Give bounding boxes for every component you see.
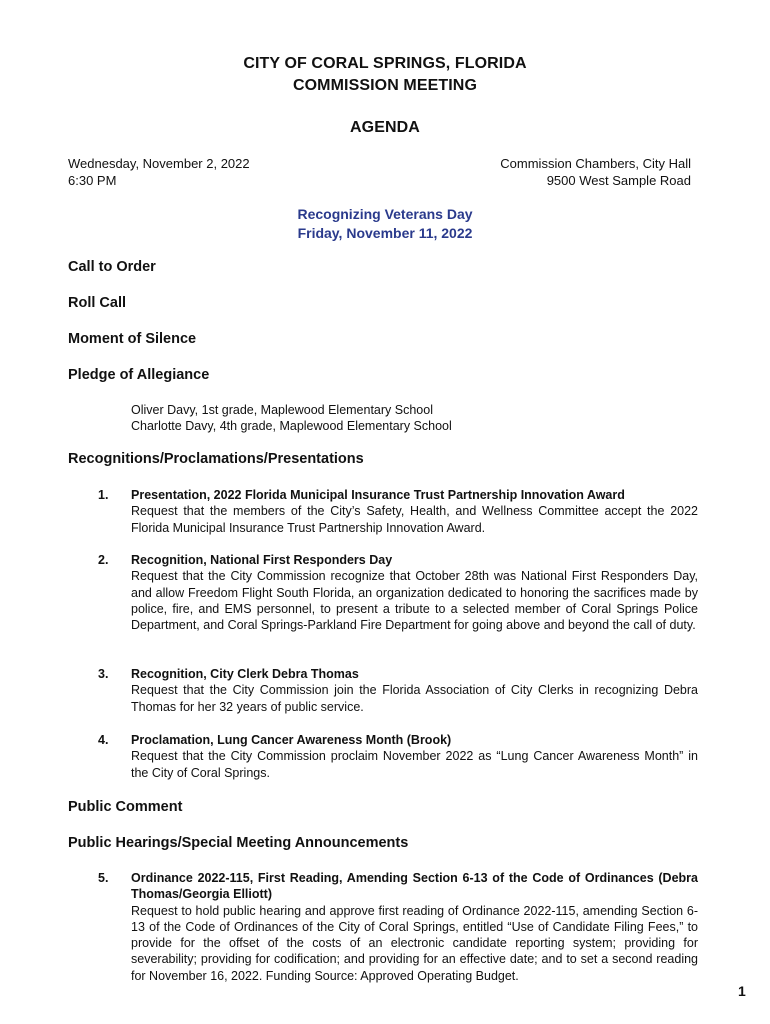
item-title: Proclamation, Lung Cancer Awareness Month (Brook) (131, 733, 452, 747)
item-description: Request that the members of the City’s Safety, Health, and Wellness Committee accept the 2022 Florida Municipal Insurance Trust Partnership Innovation Award. (131, 504, 698, 535)
section-call-to-order: Call to Order (68, 259, 156, 275)
item-number: 1. (98, 488, 109, 502)
meeting-address: 9500 West Sample Road (546, 173, 691, 188)
item-number: 2. (98, 553, 109, 567)
item-description: Request that the City Commission join the Florida Association of City Clerks in recognizing Debra Thomas for her 32 years of public service. (131, 683, 698, 714)
section-recognitions: Recognitions/Proclamations/Presentations (68, 451, 364, 467)
section-public-hearings: Public Hearings/Special Meeting Announcements (68, 835, 409, 851)
meeting-date-block (68, 155, 250, 189)
section-pledge: Pledge of Allegiance (68, 367, 210, 383)
item-description: Request that the City Commission proclaim November 2022 as “Lung Cancer Awareness Month” in the City of Coral Springs. (131, 749, 698, 780)
pledge-leader: Oliver Davy, 1st grade, Maplewood Elementary School (131, 403, 433, 417)
item-title: Presentation, 2022 Florida Municipal Insurance Trust Partnership Innovation Award (131, 488, 625, 502)
item-title: Recognition, City Clerk Debra Thomas (131, 667, 359, 681)
item-description: Request that the City Commission recognize that October 28th was National First Responders Day, and allow Freedom Flight South Florida, an organization dedicated to honoring the sacrifices made by police, fire, and EMS personnel, to present a tribute to a selected member of Coral Springs Police Department, and Coral Springs-Parkland Fire Department for going above and beyond the call of duty. (131, 569, 698, 633)
page-number: 1 (738, 983, 746, 999)
city-title: CITY OF CORAL SPRINGS, FLORIDA (243, 55, 527, 72)
item-number: 3. (98, 667, 109, 681)
item-description: Request to hold public hearing and approve first reading of Ordinance 2022-115, amending Section 6-13 of the Code of Ordinances of the City of Coral Springs, entitled “Use of Candidate Filing Fees,” to provide for the offset of the costs of an electronic candidate reporting system; providing for severability; providing for codification; and providing for an effective date; and to set a second reading for November 16, 2022. Funding Source: Approved Operating Budget. (131, 903, 698, 983)
section-roll-call: Roll Call (68, 295, 127, 311)
section-moment-of-silence: Moment of Silence (68, 331, 197, 347)
item-title: Recognition, National First Responders Day (131, 553, 393, 567)
meeting-location: Commission Chambers, City Hall (500, 156, 691, 171)
pledge-leader: Charlotte Davy, 4th grade, Maplewood Elementary School (131, 419, 452, 433)
meeting-location-block (430, 155, 691, 189)
special-recognition-line1: Recognizing Veterans Day (297, 206, 473, 222)
item-title: Ordinance 2022-115, First Reading, Amending Section 6-13 of the Code of Ordinances (Debra Thomas/Georgia Elliott) (131, 871, 698, 902)
section-public-comment: Public Comment (68, 799, 183, 815)
pledge-leaders (131, 402, 452, 434)
item-number: 4. (98, 733, 109, 747)
meeting-time: 6:30 PM (68, 173, 117, 188)
special-recognition-line2: Friday, November 11, 2022 (297, 225, 473, 241)
agenda-title: AGENDA (350, 119, 420, 136)
meeting-title: COMMISSION MEETING (292, 77, 478, 94)
item-number: 5. (98, 871, 109, 885)
meeting-date: Wednesday, November 2, 2022 (68, 156, 250, 171)
